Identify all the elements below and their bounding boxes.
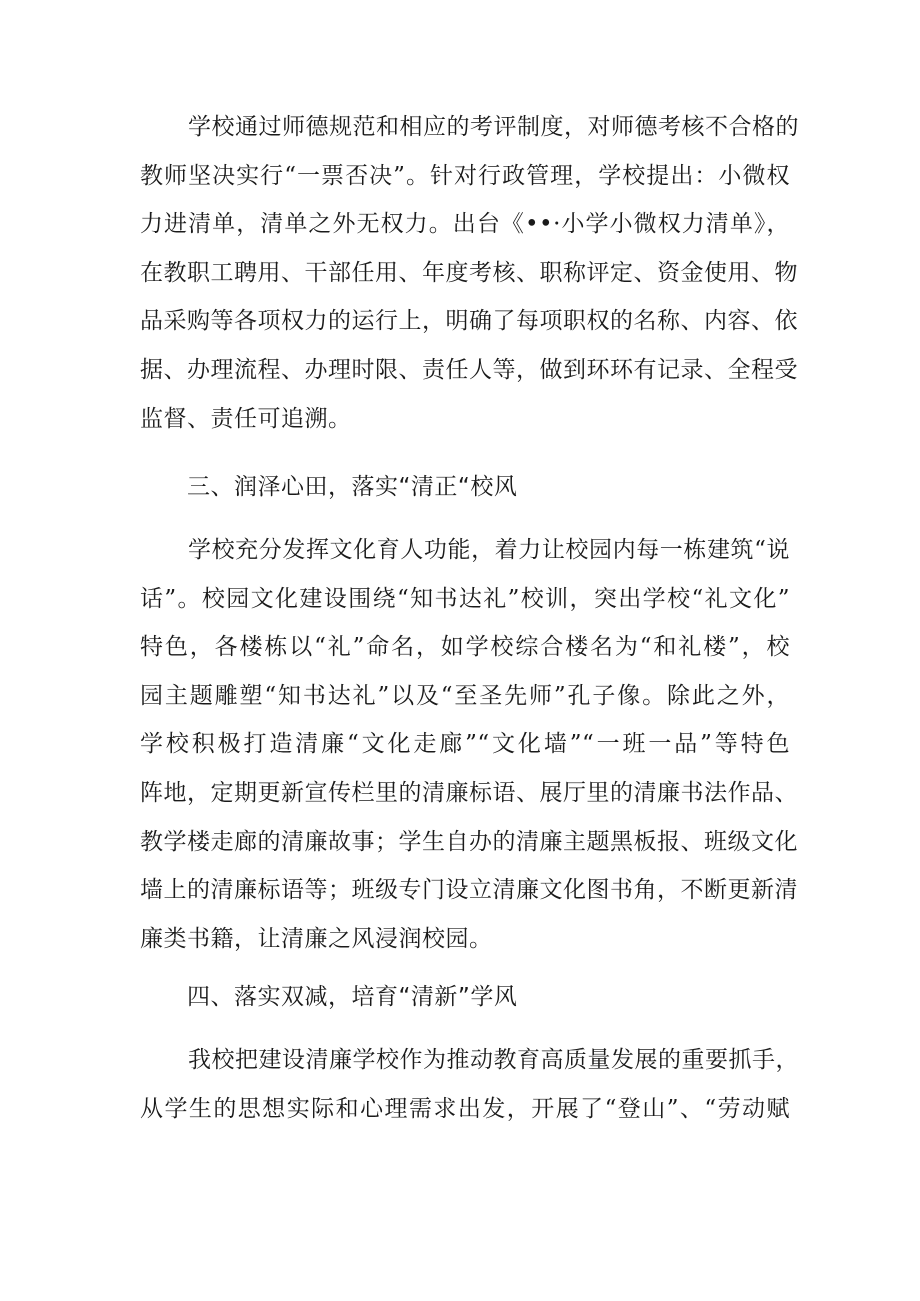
paragraph-line: 从学生的思想实际和心理需求出发，开展了“登山”、“劳动赋 <box>140 1095 790 1122</box>
paragraph-double-reduction <box>140 1036 799 1133</box>
paragraph-line: 园主题雕塑“知书达礼”以及“至圣先师”孔子像。除此之外， <box>140 682 790 709</box>
paragraph-line: 品采购等各项权力的运行上，明确了每项职权的名称、内容、依 <box>140 308 798 335</box>
paragraph-line: 话”。校园文化建设围绕“知书达礼”校训，突出学校“礼文化” <box>140 585 790 612</box>
paragraph-line: 学校充分发挥文化育人功能，着力让校园内每一栋建筑“说 <box>188 537 790 563</box>
paragraph-line: 教师坚决实行“一票否决”。针对行政管理，学校提出：小微权 <box>140 162 790 189</box>
paragraph-line: 监督、责任可追溯。 <box>140 405 352 432</box>
paragraph-teacher-ethics <box>140 103 799 443</box>
section-heading-three: 三、润泽心田，落实“清正“校风 <box>187 474 518 500</box>
paragraph-line: 廉类书籍，让清廉之风浸润校园。 <box>140 925 493 952</box>
paragraph-line: 阵地，定期更新宣传栏里的清廉标语、展厅里的清廉书法作品、 <box>140 779 798 806</box>
paragraph-line: 在教职工聘用、干部任用、年度考核、职称评定、资金使用、物 <box>140 259 798 286</box>
paragraph-line: 我校把建设清廉学校作为推动教育高质量发展的重要抓手， <box>188 1047 799 1073</box>
paragraph-line: 学校积极打造清廉“文化走廊”“文化墙”“一班一品”等特色 <box>140 731 790 758</box>
paragraph-line: 据、办理流程、办理时限、责任人等，做到环环有记录、全程受 <box>140 356 798 383</box>
paragraph-line: 墙上的清廉标语等；班级专门设立清廉文化图书角，不断更新清 <box>140 877 798 904</box>
section-heading-four: 四、落实双减，培育“清新”学风 <box>187 984 518 1010</box>
paragraph-line: 教学楼走廊的清廉故事；学生自办的清廉主题黑板报、班级文化 <box>140 828 798 855</box>
paragraph-line: 力进清单，清单之外无权力。出台《••·小学小微权力清单》， <box>140 211 790 238</box>
paragraph-line: 学校通过师德规范和相应的考评制度，对师德考核不合格的 <box>188 114 799 140</box>
paragraph-line: 特色，各楼栋以“礼”命名，如学校综合楼名为“和礼楼”，校 <box>140 634 790 661</box>
paragraph-campus-culture <box>140 526 798 963</box>
